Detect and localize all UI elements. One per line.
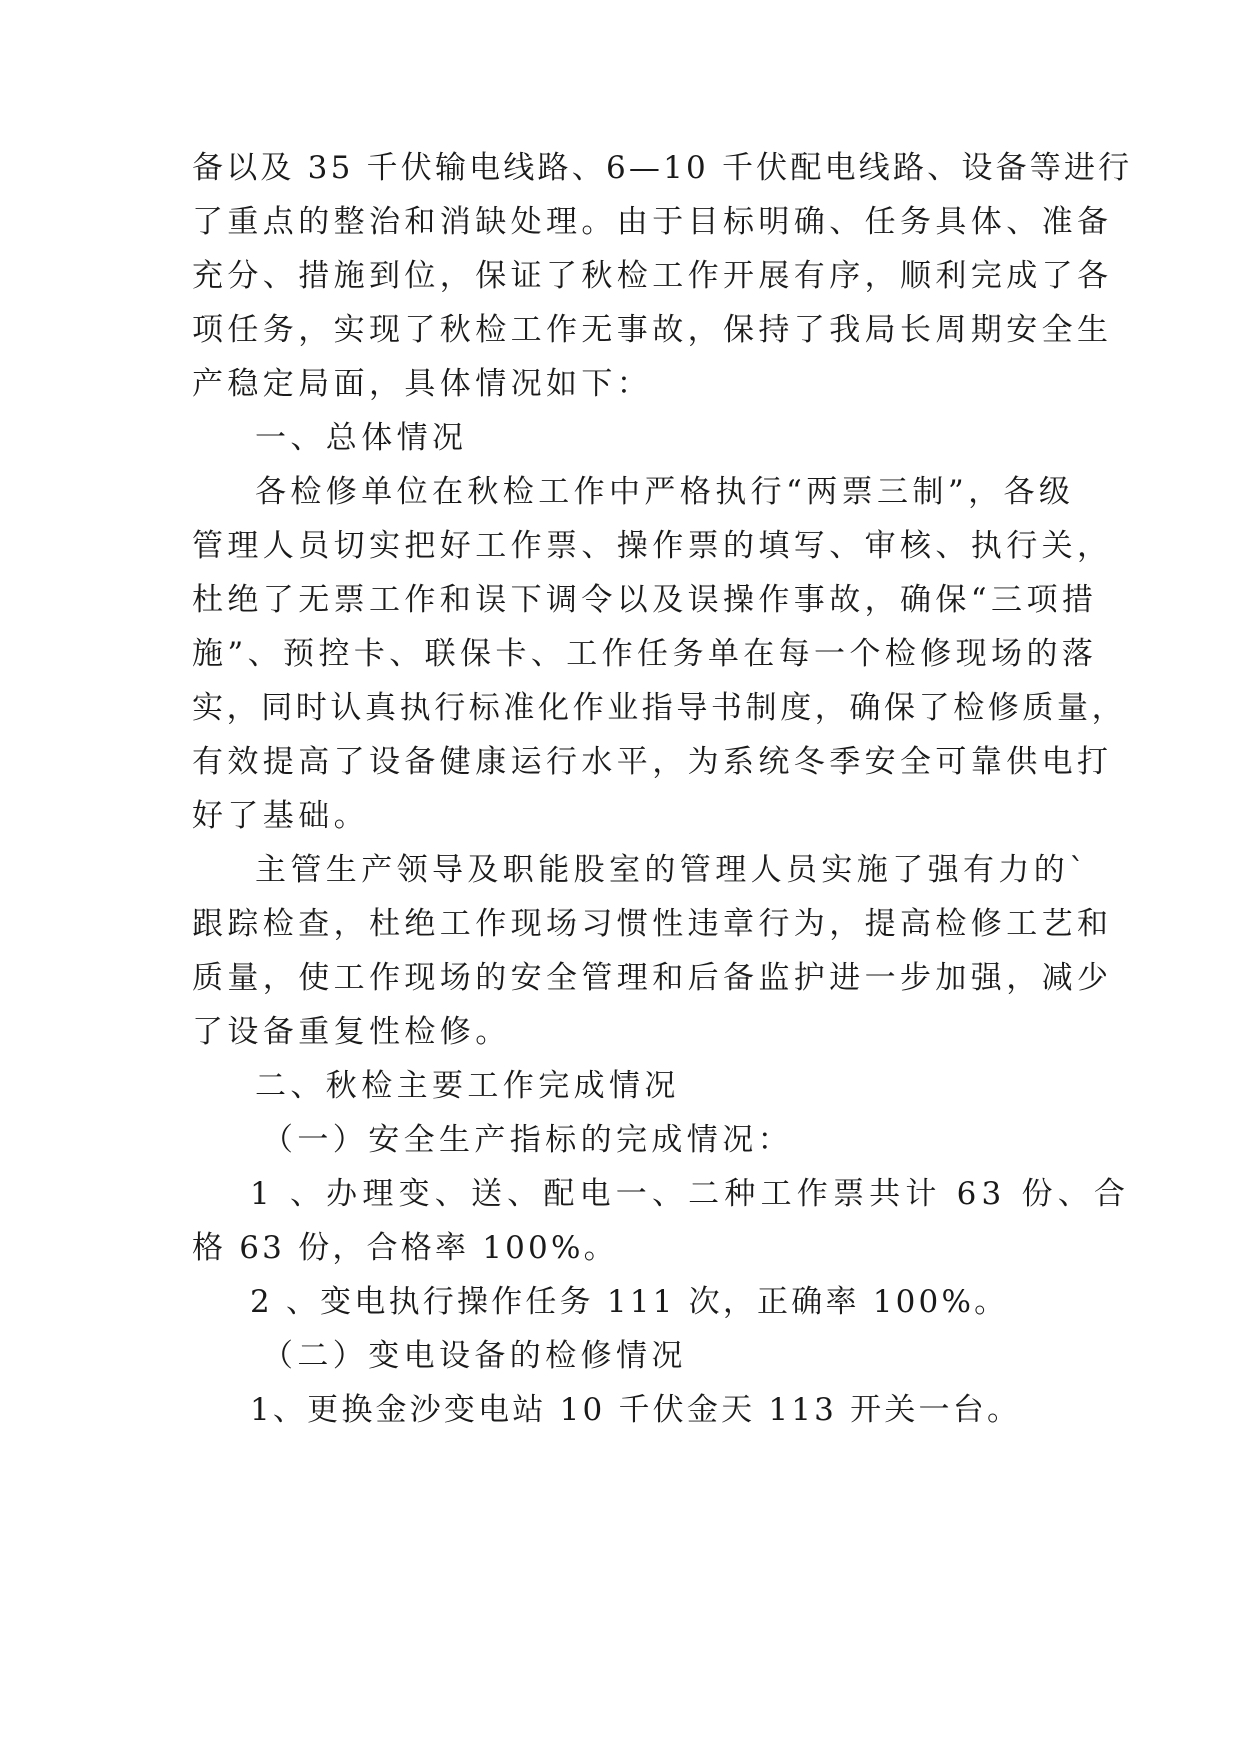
paragraph-line: 备以及 35 千伏输电线路、6—10 千伏配电线路、设备等进行 (192, 150, 1133, 186)
paragraph-line: 好了基础。 (192, 798, 369, 834)
paragraph-line: 了重点的整治和消缺处理。由于目标明确、任务具体、准备 (192, 204, 1113, 240)
paragraph-line: 杜绝了无票工作和误下调令以及误操作事故，确保“三项措 (192, 582, 1098, 618)
subsection-heading: （一）安全生产指标的完成情况： (262, 1122, 793, 1158)
list-item: 2 、变电执行操作任务 111 次，正确率 100%。 (250, 1284, 1009, 1320)
list-item-continuation: 格 63 份，合格率 100%。 (192, 1230, 618, 1266)
paragraph-line: 产稳定局面，具体情况如下： (192, 366, 653, 402)
paragraph-line: 充分、措施到位，保证了秋检工作开展有序，顺利完成了各 (192, 258, 1113, 294)
paragraph-line: 管理人员切实把好工作票、操作票的填写、审核、执行关， (192, 528, 1113, 564)
list-item: 1、更换金沙变电站 10 千伏金天 113 开关一台。 (250, 1392, 1022, 1428)
subsection-heading: （二）变电设备的检修情况 (262, 1338, 687, 1374)
section-heading: 二、秋检主要工作完成情况 (255, 1068, 680, 1104)
paragraph-line: 各检修单位在秋检工作中严格执行“两票三制”，各级 (255, 474, 1075, 510)
paragraph-line: 项任务，实现了秋检工作无事故，保持了我局长周期安全生 (192, 312, 1113, 348)
paragraph-line: 了设备重复性检修。 (192, 1014, 511, 1050)
paragraph-line: 跟踪检查，杜绝工作现场习惯性违章行为，提高检修工艺和 (192, 906, 1113, 942)
list-item: 1 、办理变、送、配电一、二种工作票共计 63 份、合 (250, 1176, 1131, 1212)
section-heading: 一、总体情况 (255, 420, 468, 456)
paragraph-line: 实，同时认真执行标准化作业指导书制度，确保了检修质量， (192, 690, 1127, 726)
paragraph-line: 主管生产领导及职能股室的管理人员实施了强有力的` (255, 852, 1090, 888)
paragraph-line: 质量，使工作现场的安全管理和后备监护进一步加强，减少 (192, 960, 1113, 996)
paragraph-line: 施”、预控卡、联保卡、工作任务单在每一个检修现场的落 (192, 636, 1098, 672)
paragraph-line: 有效提高了设备健康运行水平，为系统冬季安全可靠供电打 (192, 744, 1113, 780)
